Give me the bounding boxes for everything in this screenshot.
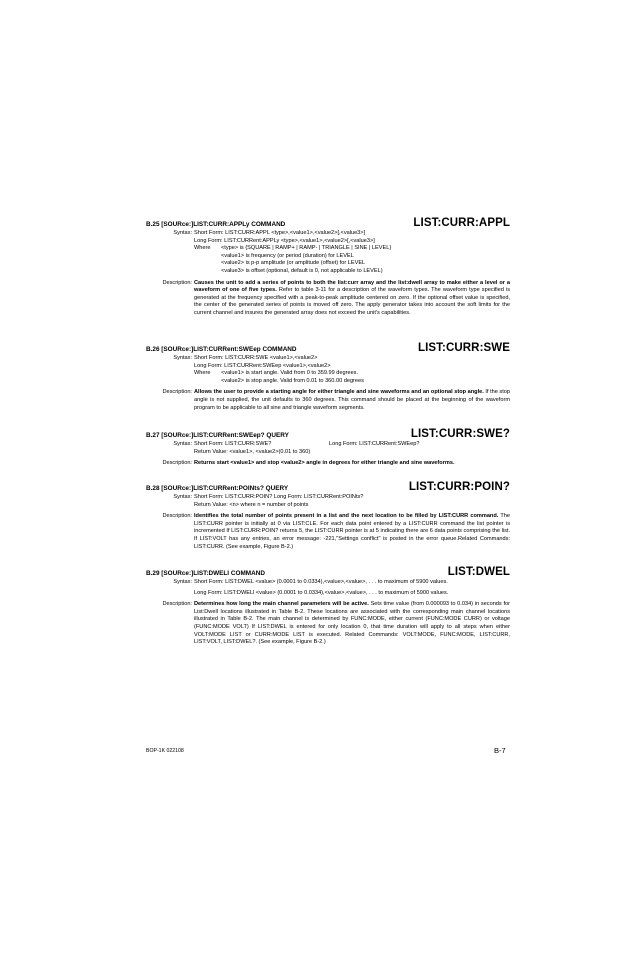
syntax-long-form: Long Form: LIST:CURRent:SWEep? xyxy=(329,441,420,447)
command-keyword: LIST:CURR:SWE? xyxy=(410,428,510,440)
where-item: <value2> is stop angle. Valid from 0.01 to 360.00 degrees xyxy=(221,377,364,384)
description-bold: Identifies the total number of points present in a list and the next location to be filled by LIST:CURR command. xyxy=(194,513,499,520)
description-label: Description: xyxy=(162,460,192,467)
return-value: Return Value: <value1>, <value2>(0.01 to 360) xyxy=(194,448,311,455)
command-keyword: LIST:DWEL xyxy=(447,566,510,578)
section-heading: B.28 [SOURce:]LIST:CURRent:POINts? QUERY xyxy=(146,485,289,492)
description-bold: Determines how long the main channel parameters will be active. xyxy=(194,601,369,608)
description-label: Description: xyxy=(162,279,192,286)
section-header xyxy=(146,339,510,353)
return-value: Return Value: <n> where n = number of points xyxy=(194,501,309,508)
description-text: Refer to table 3-11 for a description of the waveform types. The waveform type specified is generated at the frequency specified with a peak-to-peak amplitude centered on zero. If the optional offset value is specified, the center of the generated series of points is moved off zero. The apply generator takes into account the soft limits for the current channel and insures the generated array does not exceed the unit's capabilities. xyxy=(194,287,510,316)
command-keyword: LIST:CURR:SWE xyxy=(417,342,510,354)
syntax-short-form: Short Form: LIST:CURR:APPL <type>,<value1>,<value2>[,<value3>] xyxy=(194,230,366,236)
description-block xyxy=(146,513,510,551)
syntax-label: Syntax: xyxy=(173,579,192,585)
syntax-short-form: Short Form: LIST:CURR:SWE <value1>,<value2> xyxy=(194,355,318,361)
section-header xyxy=(146,425,510,439)
section-heading: B.27 [SOURce:]LIST:CURRent:SWEep? QUERY xyxy=(146,432,289,439)
section-b26 xyxy=(146,339,510,412)
description-block xyxy=(146,389,510,412)
where-item: <value2> is p-p amplitude (or amplitude (offset) for LEVEL xyxy=(221,260,366,267)
where-item: <value1> is start angle. Valid from 0 to 359.99 degrees. xyxy=(221,370,359,377)
section-header xyxy=(146,563,510,577)
footer-document-id: BOP-1K 022108 xyxy=(146,748,184,754)
description-label: Description: xyxy=(162,601,192,608)
syntax-label: Syntax: xyxy=(173,494,192,500)
description-label: Description: xyxy=(162,389,192,396)
section-b29 xyxy=(146,563,510,647)
syntax-block xyxy=(146,355,510,385)
description-bold: Allows the user to provide a starting angle for either triangle and sine waveforms and an optional stop angle. xyxy=(194,389,484,396)
where-item: <type> is {SQUARE | RAMP+ | RAMP- | TRIANGLE | SINE | LEVEL} xyxy=(221,245,392,252)
description-bold: Returns start <value1> and stop <value2> angle in degrees for either triangle and sine waveforms. xyxy=(194,460,455,467)
section-header xyxy=(146,478,510,492)
syntax-label: Syntax: xyxy=(173,441,192,447)
description-text: If the stop angle is not supplied, the unit defaults to 360 degrees. This command should be placed at the beginning of the waveform program to be applicable to all sine and triangle waveform segments. xyxy=(194,389,511,411)
syntax-block xyxy=(146,579,510,597)
section-header xyxy=(146,214,510,228)
command-keyword: LIST:CURR:APPL xyxy=(413,217,510,229)
syntax-label: Syntax: xyxy=(173,355,192,361)
section-heading: B.26 [SOURce:]LIST:CURRent:SWEep COMMAND xyxy=(146,346,297,353)
syntax-block xyxy=(146,230,510,276)
section-heading: B.25 [SOURce:]LIST:CURR:APPLy COMMAND xyxy=(146,221,286,228)
section-b27 xyxy=(146,425,510,468)
syntax-short-form: Short Form: LIST:CURR:SWE? xyxy=(194,441,272,447)
where-item: <value1> is frequency (or period (duration) for LEVEL xyxy=(221,252,354,259)
description-bold: Causes the unit to add a series of points to both the list:curr array and the list:dwell array to make either a level or a waveform of one of five types. xyxy=(194,279,510,294)
description-text: The LIST:CURR pointer is initially at 0 via LIST:CLE. For each data point entered by a LIST:CURR command the list pointer is incremented If LIST:CURR:POIN? returns 5, the LIST:CURR pointer is at 5 indicating there are 6 data points comprising the list. If LIST:VOLT has any entries, an error message: -221,"Settings conflict" is posted in the error queue.Related Commands: LIST:CURR. (See example, Figure B-2.) xyxy=(194,513,510,550)
command-keyword: LIST:CURR:POIN? xyxy=(408,481,510,493)
where-item: <value3> is offset (optional, default is 0, not applicable to LEVEL) xyxy=(221,267,383,274)
syntax-block xyxy=(146,441,510,456)
description-block xyxy=(146,460,510,468)
syntax-label: Syntax: xyxy=(173,230,192,236)
description-block xyxy=(146,280,510,318)
syntax-block xyxy=(146,494,510,509)
section-heading: B.29 [SOURce:]LIST:DWELl COMMAND xyxy=(146,570,265,577)
syntax-forms: Short Form: LIST:CURR:POIN? Long Form: LIST:CURRent:POINts? xyxy=(194,494,364,500)
section-b28 xyxy=(146,478,510,551)
syntax-long-form: Long Form: LIST:CURRent:APPLy <type>,<value1>,<value2>[,<value3>] xyxy=(194,237,375,244)
section-b25 xyxy=(146,214,510,318)
description-text: Sets time value (from 0.000093 to 0.034) in seconds for List:Dwell locations illustrated in Table B-2. These locations are associated with the corresponding main channel locations illustrated in Table B-2. The main channel is determined by FUNC:MODE, either current (FUNC:MODE CURR) or voltage (FUNC:MODE VOLT) If LIST:DWEL is entered for only location 0, that time duration will apply to all steps when either VOLT:MODE LIST or CURR:MODE LIST is executed. Related Commands: VOLT:MODE, FUNC:MODE, LIST:CURR, LIST:VOLT, LIST:DWEL?. (See example, Figure B-2.) xyxy=(194,601,510,646)
description-label: Description: xyxy=(162,513,192,520)
where-label: Where xyxy=(194,245,211,252)
description-block xyxy=(146,601,510,647)
syntax-long-form: Long Form: LIST:CURRent:SWEep <value1>,<value2> xyxy=(194,362,331,369)
where-label: Where xyxy=(194,370,211,377)
syntax-short-form: Short Form: LIST:DWEL <value> (0.0001 to 0.0334),<value>,<value>, . . . to maximum of 5900 values. xyxy=(194,579,448,585)
syntax-long-form: Long Form: LIST:DWELl <value> (0.0001 to 0.0334),<value>,<value>, . . . to maximum of 5900 values. xyxy=(194,589,449,596)
footer-page-number: B-7 xyxy=(494,746,506,755)
